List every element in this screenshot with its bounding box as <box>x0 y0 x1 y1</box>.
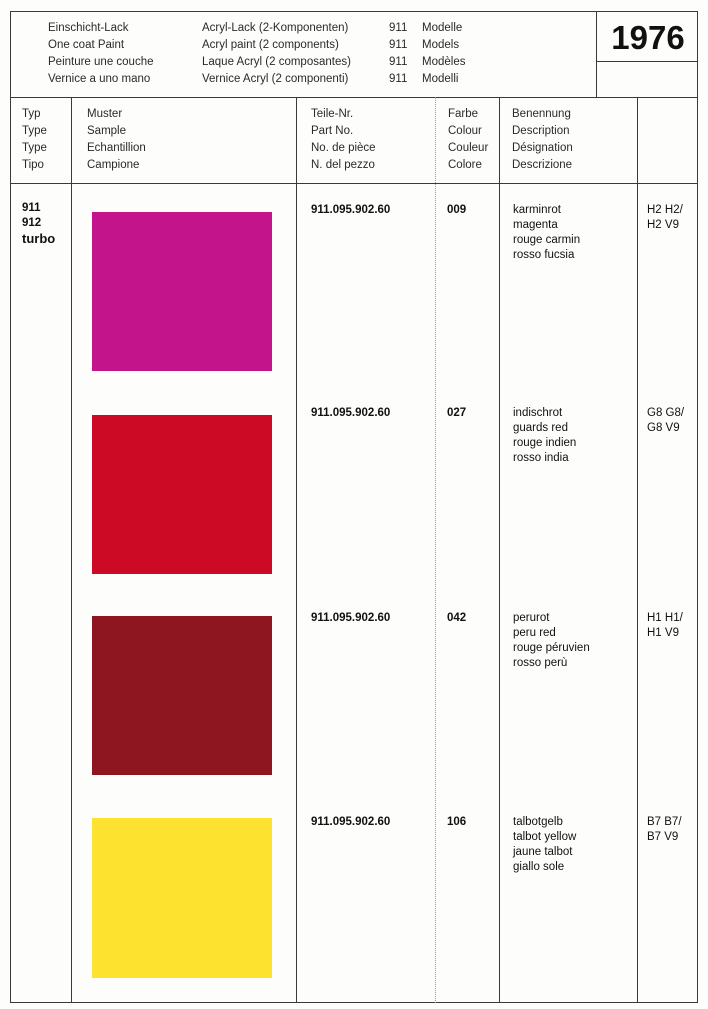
bottom-border <box>10 1002 698 1003</box>
column-header-teile: Teile-Nr. Part No. No. de pièce N. del pezzo <box>311 108 376 171</box>
top-border <box>10 11 698 12</box>
colour-code: 106 <box>447 816 467 828</box>
colour-description: karminrot magenta rouge carmin rosso fucsia <box>513 204 581 261</box>
colour-reference: B7 B7/ B7 V9 <box>647 816 682 843</box>
colour-reference: H2 H2/ H2 V9 <box>647 204 683 231</box>
divider-muster <box>296 97 297 1003</box>
right-border <box>697 11 698 1003</box>
header-paint-type: Einschicht-Lack One coat Paint Peinture une couche Vernice a uno mano <box>48 22 154 85</box>
column-header-bottom-border <box>10 183 698 184</box>
paint-swatch <box>92 616 272 775</box>
divider-typ <box>71 97 72 1003</box>
divider-teile-dotted <box>435 97 436 1003</box>
paint-swatch <box>92 212 272 371</box>
year-box-bottom <box>596 61 698 62</box>
header-acryl: Acryl-Lack (2-Komponenten) Acryl paint (2 components) Laque Acryl (2 composantes) Vernice Acryl (2 componenti) <box>202 22 351 85</box>
colour-description: perurot peru red rouge péruvien rosso perù <box>513 612 590 669</box>
paint-swatch <box>92 818 272 978</box>
divider-benennung <box>637 97 638 1003</box>
column-header-benennung: Benennung Description Désignation Descrizione <box>512 108 573 171</box>
colour-code: 009 <box>447 204 467 216</box>
paint-swatch <box>92 415 272 574</box>
year-label: 1976 <box>611 19 685 56</box>
colour-code: 042 <box>447 612 467 624</box>
column-header-typ: Typ Type Type Tipo <box>22 108 47 171</box>
year-box-divider <box>596 11 597 98</box>
column-header-farbe: Farbe Colour Couleur Colore <box>448 108 489 171</box>
part-number: 911.095.902.60 <box>311 612 391 624</box>
colour-description: indischrot guards red rouge indien rosso india <box>513 407 577 464</box>
colour-reference: G8 G8/ G8 V9 <box>647 407 685 434</box>
part-number: 911.095.902.60 <box>311 407 391 419</box>
column-header-muster: Muster Sample Echantillion Campione <box>87 108 146 171</box>
divider-farbe <box>499 97 500 1003</box>
part-number: 911.095.902.60 <box>311 204 391 216</box>
part-number: 911.095.902.60 <box>311 816 391 828</box>
header-bottom-border <box>10 97 698 98</box>
colour-reference: H1 H1/ H1 V9 <box>647 612 683 639</box>
left-border <box>10 11 11 1003</box>
header-model-number: 911 911 911 911 <box>389 22 408 85</box>
model-list: 911 912 turbo <box>22 202 56 246</box>
colour-code: 027 <box>447 407 467 419</box>
header-models: Modelle Models Modèles Modelli <box>422 22 466 85</box>
colour-description: talbotgelb talbot yellow jaune talbot giallo sole <box>513 816 577 873</box>
